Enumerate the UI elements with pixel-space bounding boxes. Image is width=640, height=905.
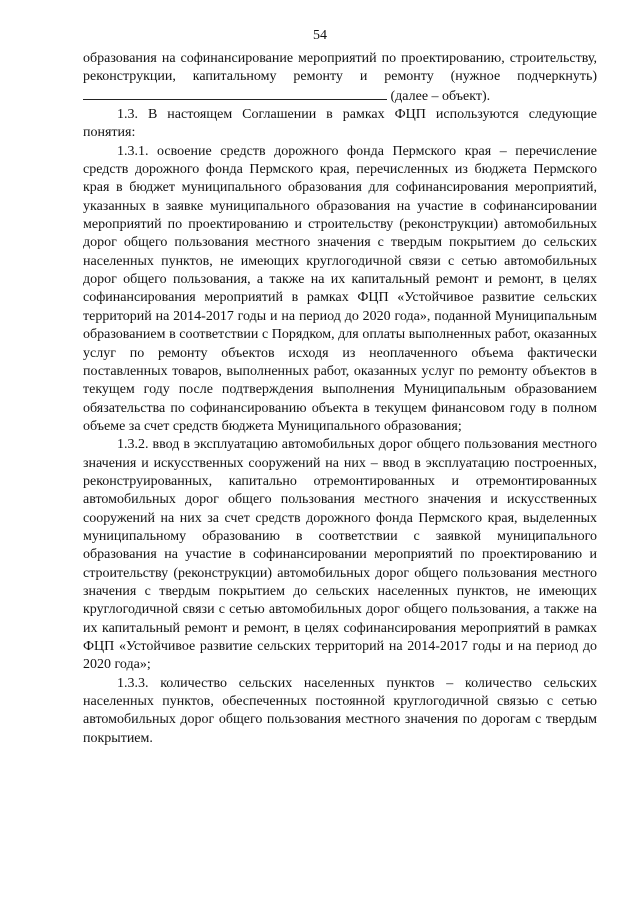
page-number: 54	[313, 28, 327, 43]
document-body	[83, 50, 597, 748]
blank-line	[83, 87, 207, 100]
paragraph-1-3-1: 1.3.1. освоение средств дорожного фонда Пермского края – перечисление средств дорожного фонда Пермского края, перечисленных из бюджета Пермского края в бюджет муниципального образования для софинансирования мероприятий, указанных в заявке муниципального образования на участие в софинансировании мероприятий по проектированию и строительству (реконструкции) автомобильных дорог общего пользования местного значения с твердым покрытием до сельских населенных пунктов, не имеющих круглогодичной связи с сетью автомобильных дорог общего пользования, а также на их капитальный ремонт и ремонт, в целях софинансирования мероприятий в рамках ФЦП «Устойчивое развитие сельских территорий на 2014-2017 годы и на период до 2020 года», поданной Муниципальным образованием в соответствии с Порядком, для оплаты выполненных работ, оказанных услуг по ремонту объектов исходя из неоплаченного объема фактически поставленных товаров, выполненных работ, оказанных услуг по ремонту объектов в текущем году после подтверждения выполнения Муниципальным образованием обязательства по софинансированию объекта в текущем финансовом году в полном объеме за счет средств бюджета Муниципального образования;	[83, 143, 597, 434]
paragraph-1-3: 1.3. В настоящем Соглашении в рамках ФЦП используются следующие понятия:	[83, 107, 597, 141]
paragraph-text: образования на софинансирование мероприятий по проектированию, строительству, реконструкции, капитальному ремонту и ремонту (нужное подчеркнуть)	[83, 51, 597, 85]
paragraph-text: (далее – объект).	[387, 88, 491, 104]
paragraph-1-3-2: 1.3.2. ввод в эксплуатацию автомобильных дорог общего пользования местного значения и искусственных сооружений на них – ввод в эксплуатацию построенных, реконструированных, капитально отремонтированных и отремонтированных автомобильных дорог общего пользования местного значения и искусственных сооружений на них за счет средств дорожного фонда Пермского края, выделенных муниципальному образованию в соответствии с заявкой муниципального образования на участие в софинансировании мероприятий по проектированию и строительству (реконструкции) автомобильных дорог общего пользования местного значения с твердым покрытием до сельских населенных пунктов, не имеющих круглогодичной связи с сетью автомобильных дорог общего пользования, а также на их капитальный ремонт и ремонт, в целях софинансирования мероприятий в рамках ФЦП «Устойчивое развитие сельских территорий на 2014-2017 годы и на период до 2020 года»;	[83, 437, 597, 673]
paragraph-object-definition	[83, 50, 597, 106]
blank-line	[207, 87, 387, 100]
paragraph-1-3-3: 1.3.3. количество сельских населенных пунктов – количество сельских населенных пунктов, обеспеченных постоянной круглогодичной связью с сетью автомобильных дорог общего пользования местного значения по дорогам с твердым покрытием.	[83, 675, 597, 746]
